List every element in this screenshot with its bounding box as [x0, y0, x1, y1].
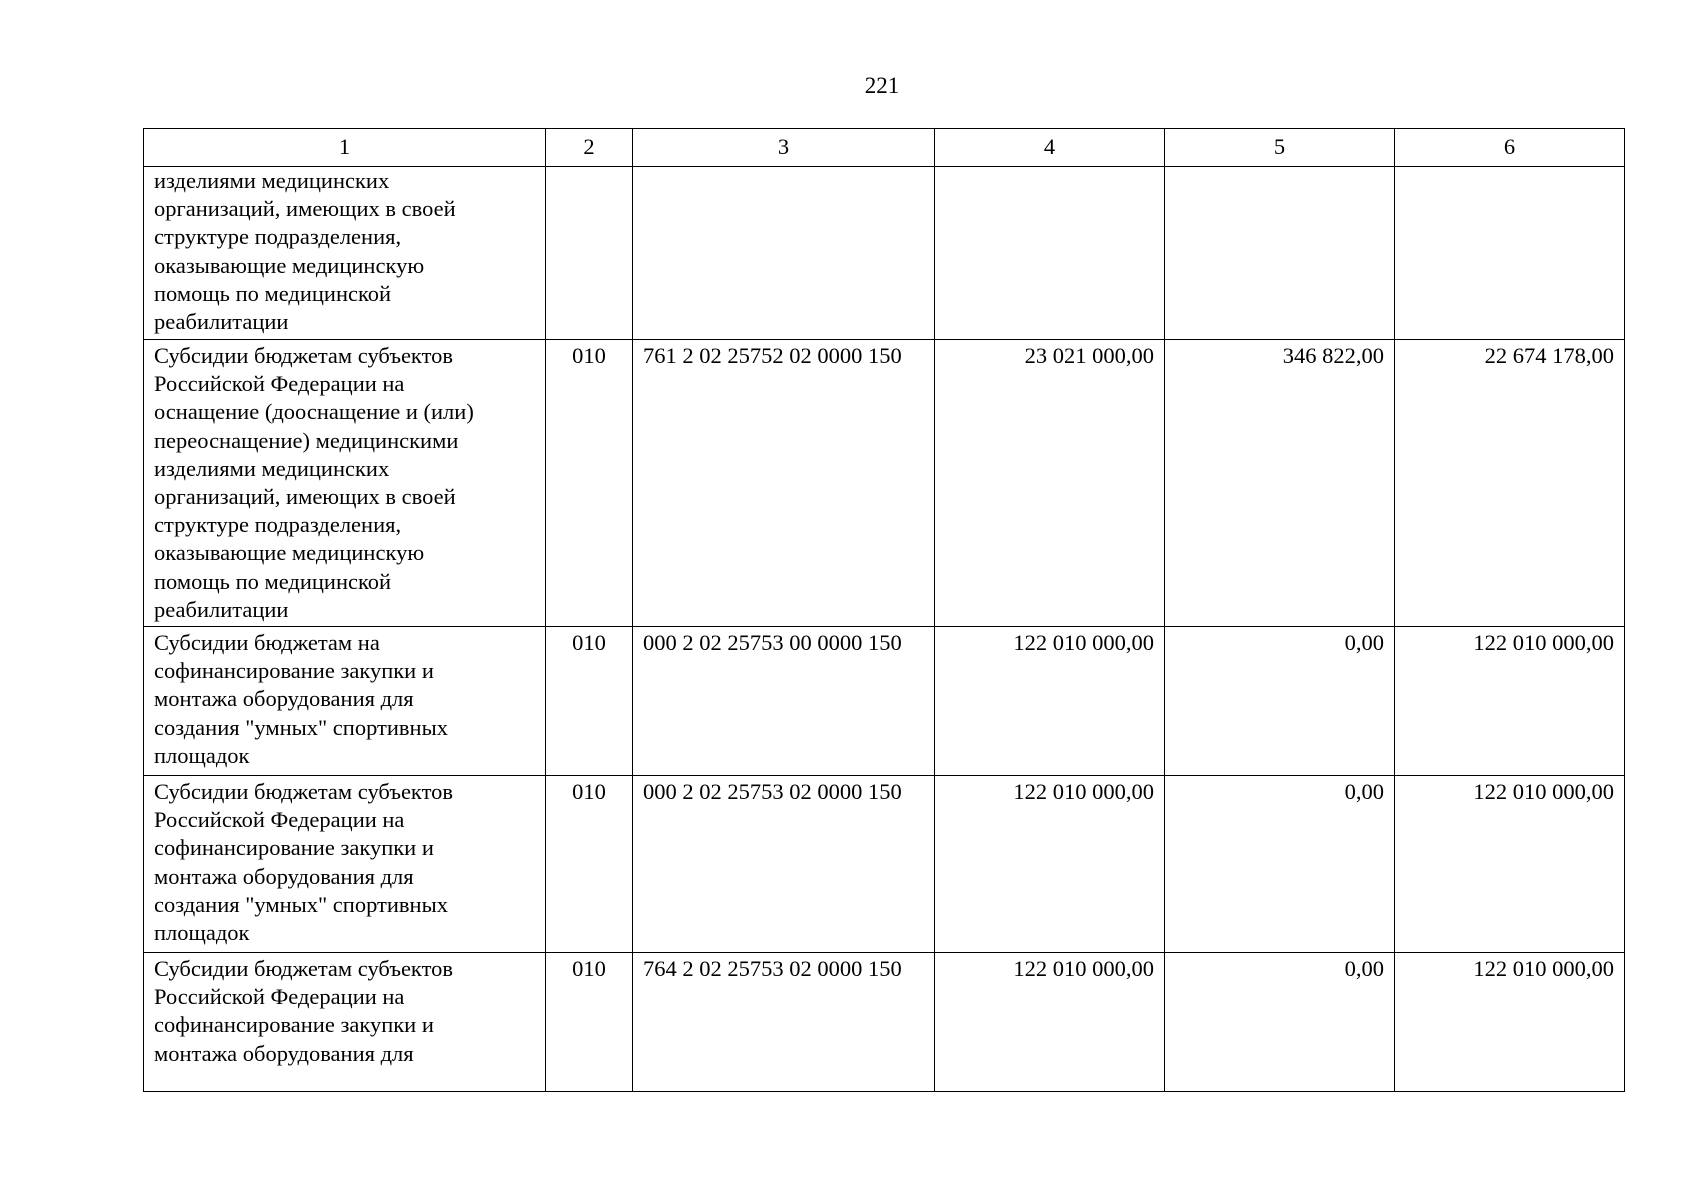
row-code-cell: 010 [546, 953, 633, 1092]
table-row [144, 340, 1625, 627]
row-name-line: реабилитации [154, 596, 289, 622]
row-name-line: изделиями медицинских [154, 168, 390, 193]
row-name-line: Российской Федерации на [154, 984, 405, 1010]
row-col4-cell [935, 167, 1165, 340]
row-name-line: структуре подразделения, [154, 224, 402, 250]
row-col6-cell: 122 010 000,00 [1395, 953, 1625, 1092]
row-col5-cell: 0,00 [1165, 953, 1395, 1092]
row-kbk-cell: 764 2 02 25753 02 0000 150 [633, 953, 935, 1092]
row-kbk-cell: 761 2 02 25752 02 0000 150 [633, 340, 935, 627]
row-name-line: Российской Федерации на [154, 807, 405, 833]
header-row [144, 129, 1625, 167]
row-name-cell [144, 953, 546, 1092]
row-name-line: оказывающие медицинскую [154, 540, 425, 566]
row-col5-cell: 0,00 [1165, 776, 1395, 953]
row-col6-cell: 122 010 000,00 [1395, 776, 1625, 953]
row-name-line: Субсидии бюджетам субъектов [154, 779, 453, 804]
row-code-cell: 010 [546, 776, 633, 953]
row-name-line: софинансирование закупки и [154, 658, 434, 684]
row-name-line: структуре подразделения, [154, 512, 402, 538]
row-kbk-cell: 000 2 02 25753 02 0000 150 [633, 776, 935, 953]
row-name-line: создания "умных" спортивных [154, 714, 448, 740]
column-header: 3 [633, 129, 935, 167]
row-name-cell [144, 167, 546, 340]
row-col4-cell: 122 010 000,00 [935, 776, 1165, 953]
row-name-line: оснащение (дооснащение и (или) [154, 399, 474, 425]
table-row [144, 953, 1625, 1092]
row-col4-cell: 122 010 000,00 [935, 953, 1165, 1092]
row-name-line: Субсидии бюджетам субъектов [154, 343, 453, 368]
column-header: 1 [144, 129, 546, 167]
row-name-line: помощь по медицинской [154, 568, 392, 594]
row-name-line: Субсидии бюджетам на [154, 630, 380, 655]
column-header: 4 [935, 129, 1165, 167]
budget-table [143, 128, 1625, 1092]
row-name-line: переоснащение) медицинскими [154, 427, 459, 453]
row-name-line: площадок [154, 920, 250, 946]
row-name-line: площадок [154, 742, 250, 768]
row-code-cell: 010 [546, 627, 633, 776]
row-name-line: софинансирование закупки и [154, 1012, 434, 1038]
row-name-cell [144, 627, 546, 776]
row-name-cell [144, 340, 546, 627]
row-code-cell: 010 [546, 340, 633, 627]
row-col5-cell: 0,00 [1165, 627, 1395, 776]
table-row [144, 627, 1625, 776]
table-row [144, 167, 1625, 340]
row-col4-cell: 23 021 000,00 [935, 340, 1165, 627]
row-name-line: монтажа оборудования для [154, 1040, 414, 1066]
table-row [144, 776, 1625, 953]
row-kbk-cell: 000 2 02 25753 00 0000 150 [633, 627, 935, 776]
row-name-line: Субсидии бюджетам субъектов [154, 956, 453, 981]
row-col5-cell: 346 822,00 [1165, 340, 1395, 627]
row-col5-cell [1165, 167, 1395, 340]
column-header: 6 [1395, 129, 1625, 167]
row-name-line: организаций, имеющих в своей [154, 196, 456, 222]
row-kbk-cell [633, 167, 935, 340]
row-code-cell [546, 167, 633, 340]
row-name-cell [144, 776, 546, 953]
column-header: 5 [1165, 129, 1395, 167]
row-name-line: помощь по медицинской [154, 280, 392, 306]
row-name-line: монтажа оборудования для [154, 863, 414, 889]
row-name-line: Российской Федерации на [154, 371, 405, 397]
row-name-line: создания "умных" спортивных [154, 891, 448, 917]
column-header: 2 [546, 129, 633, 167]
row-col6-cell [1395, 167, 1625, 340]
page-number: 221 [864, 73, 900, 98]
row-col4-cell: 122 010 000,00 [935, 627, 1165, 776]
row-name-line: организаций, имеющих в своей [154, 484, 456, 510]
row-col6-cell: 22 674 178,00 [1395, 340, 1625, 627]
row-name-line: оказывающие медицинскую [154, 252, 425, 278]
row-name-line: монтажа оборудования для [154, 686, 414, 712]
row-col6-cell: 122 010 000,00 [1395, 627, 1625, 776]
row-name-line: изделиями медицинских [154, 455, 390, 481]
row-name-line: софинансирование закупки и [154, 835, 434, 861]
row-name-line: реабилитации [154, 309, 289, 335]
